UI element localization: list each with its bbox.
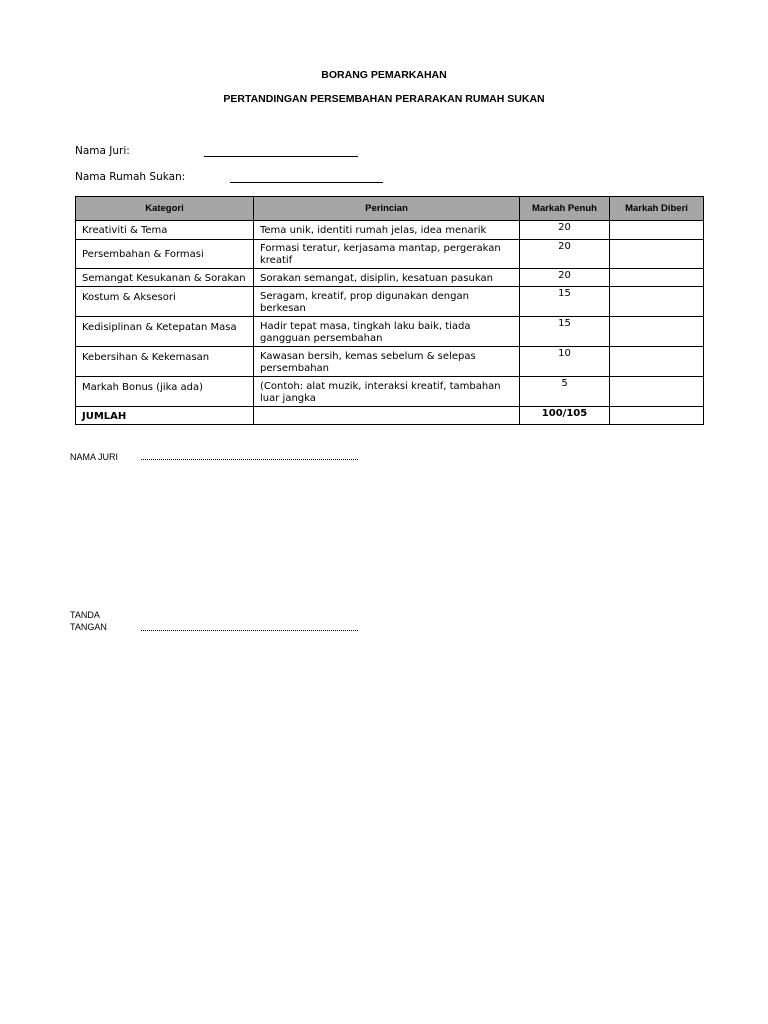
row-details: (Contoh: alat muzik, interaksi kreatif, tambahan luar jangka	[254, 377, 520, 407]
row-details: Hadir tepat masa, tingkah laku baik, tiada gangguan persembahan	[254, 317, 520, 347]
total-details-empty	[254, 407, 520, 425]
form-subtitle: PERTANDINGAN PERSEMBAHAN PERARAKAN RUMAH SUKAN	[223, 93, 545, 105]
table-row	[76, 347, 704, 377]
row-details: Sorakan semangat, disiplin, kesatuan pasukan	[254, 269, 520, 287]
row-details: Kawasan bersih, kemas sebelum & selepas persembahan	[254, 347, 520, 377]
total-full-marks: 100/105	[520, 407, 610, 425]
table-row	[76, 240, 704, 269]
row-category: Markah Bonus (jika ada)	[76, 377, 254, 407]
row-full-marks: 20	[520, 240, 610, 269]
row-full-marks: 15	[520, 317, 610, 347]
signature-label-line1: TANDA	[70, 610, 100, 620]
table-header-row	[76, 197, 704, 221]
header-details: Perincian	[254, 197, 520, 221]
judge-name-label: Nama Juri:	[75, 145, 130, 157]
row-marks-given[interactable]	[610, 287, 704, 317]
row-marks-given[interactable]	[610, 221, 704, 240]
table-row	[76, 269, 704, 287]
form-title: BORANG PEMARKAHAN	[321, 69, 447, 81]
row-category: Kreativiti & Tema	[76, 221, 254, 240]
signature-label-line2: TANGAN	[70, 622, 107, 632]
table-row	[76, 377, 704, 407]
signature-judge-name-line[interactable]	[141, 459, 358, 460]
row-details: Formasi teratur, kerjasama mantap, pergerakan kreatif	[254, 240, 520, 269]
row-marks-given[interactable]	[610, 317, 704, 347]
judge-name-line[interactable]	[204, 156, 358, 157]
row-category: Kostum & Aksesori	[76, 287, 254, 317]
sports-house-label: Nama Rumah Sukan:	[75, 171, 186, 183]
row-category: Persembahan & Formasi	[76, 240, 254, 269]
row-full-marks: 15	[520, 287, 610, 317]
row-category: Kebersihan & Kekemasan	[76, 347, 254, 377]
row-marks-given[interactable]	[610, 269, 704, 287]
sports-house-line[interactable]	[230, 182, 383, 183]
total-row	[76, 407, 704, 425]
total-marks-given[interactable]	[610, 407, 704, 425]
row-full-marks: 10	[520, 347, 610, 377]
row-full-marks: 20	[520, 221, 610, 240]
score-table	[75, 196, 704, 425]
row-full-marks: 20	[520, 269, 610, 287]
table-row	[76, 317, 704, 347]
signature-judge-name-label: NAMA JURI	[70, 452, 119, 462]
row-category: Semangat Kesukanan & Sorakan	[76, 269, 254, 287]
total-label: JUMLAH	[76, 407, 254, 425]
table-row	[76, 221, 704, 240]
header-marks-given: Markah Diberi	[610, 197, 704, 221]
row-marks-given[interactable]	[610, 240, 704, 269]
signature-label	[70, 609, 107, 633]
row-marks-given[interactable]	[610, 347, 704, 377]
header-full-marks: Markah Penuh	[520, 197, 610, 221]
row-category: Kedisiplinan & Ketepatan Masa	[76, 317, 254, 347]
row-details: Seragam, kreatif, prop digunakan dengan berkesan	[254, 287, 520, 317]
signature-line[interactable]	[141, 630, 358, 631]
table-row	[76, 287, 704, 317]
row-full-marks: 5	[520, 377, 610, 407]
row-details: Tema unik, identiti rumah jelas, idea menarik	[254, 221, 520, 240]
header-category: Kategori	[76, 197, 254, 221]
row-marks-given[interactable]	[610, 377, 704, 407]
